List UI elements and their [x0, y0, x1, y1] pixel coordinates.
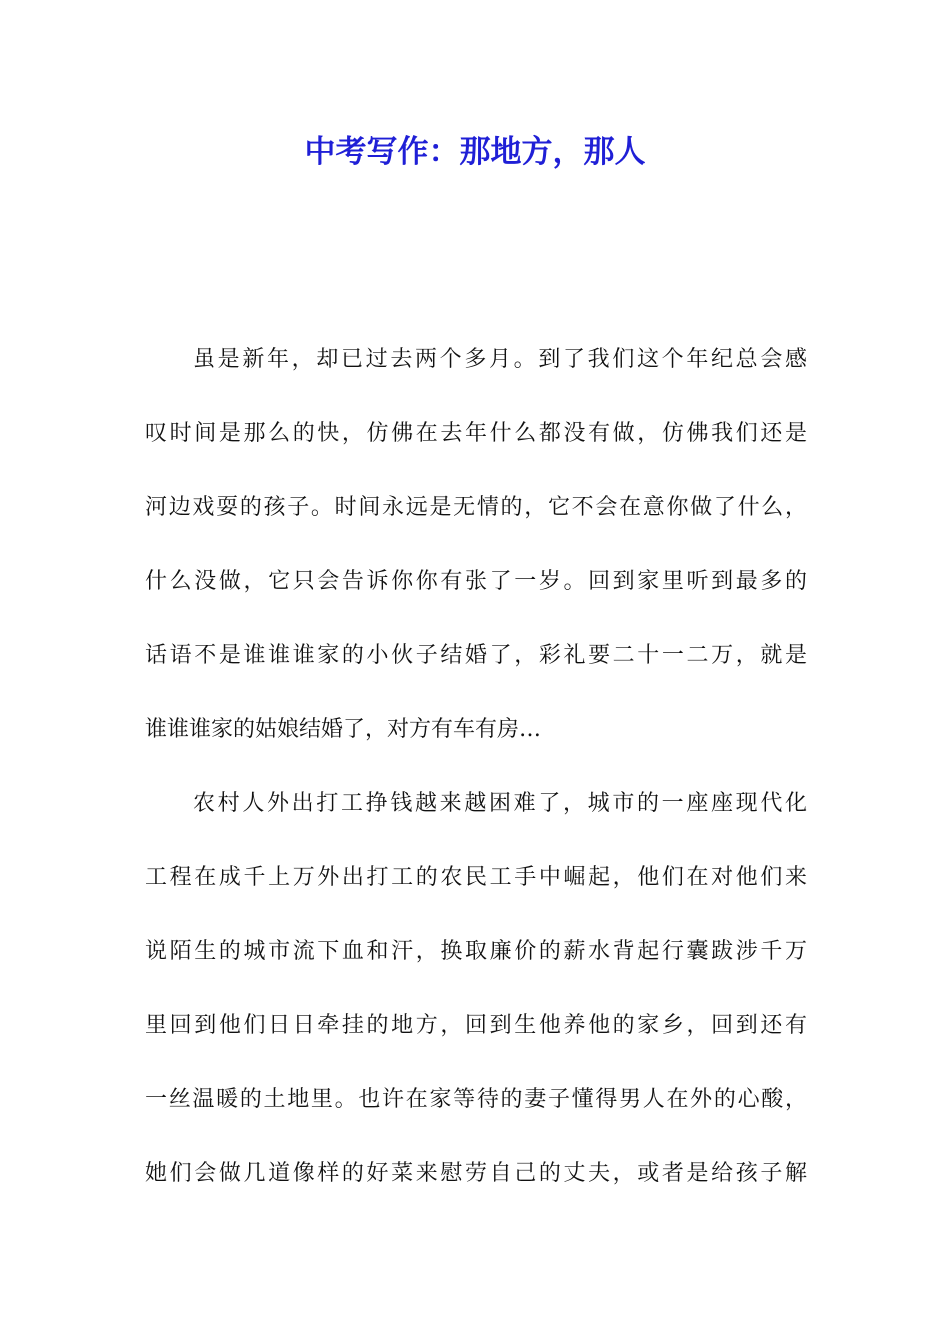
text-line: 说陌生的城市流下血和汗，换取廉价的薪水背起行囊跋涉千万 [145, 939, 807, 964]
text-line: 谁谁谁家的姑娘结婚了，对方有车有房… [145, 717, 542, 742]
text-line: 工程在成千上万外出打工的农民工手中崛起，他们在对他们来 [145, 865, 807, 890]
text-line: 里回到他们日日牵挂的地方，回到生他养他的家乡，回到还有 [145, 1013, 807, 1038]
document-title: 中考写作：那地方，那人 [304, 134, 646, 170]
text-line: 话语不是谁谁谁家的小伙子结婚了，彩礼要二十一二万，就是 [145, 643, 807, 668]
text-line: 河边戏耍的孩子。时间永远是无情的，它不会在意你做了什么， [145, 495, 807, 520]
document-body [145, 340, 807, 1228]
text-line: 什么没做，它只会告诉你你有张了一岁。回到家里听到最多的 [145, 569, 807, 594]
text-line: 农村人外出打工挣钱越来越困难了，城市的一座座现代化 [193, 791, 807, 816]
text-line: 一丝温暖的土地里。也许在家等待的妻子懂得男人在外的心酸， [145, 1087, 807, 1112]
text-line: 她们会做几道像样的好菜来慰劳自己的丈夫，或者是给孩子解 [145, 1161, 807, 1186]
text-line: 虽是新年，却已过去两个多月。到了我们这个年纪总会感 [193, 347, 807, 372]
text-line: 叹时间是那么的快，仿佛在去年什么都没有做，仿佛我们还是 [145, 421, 807, 446]
